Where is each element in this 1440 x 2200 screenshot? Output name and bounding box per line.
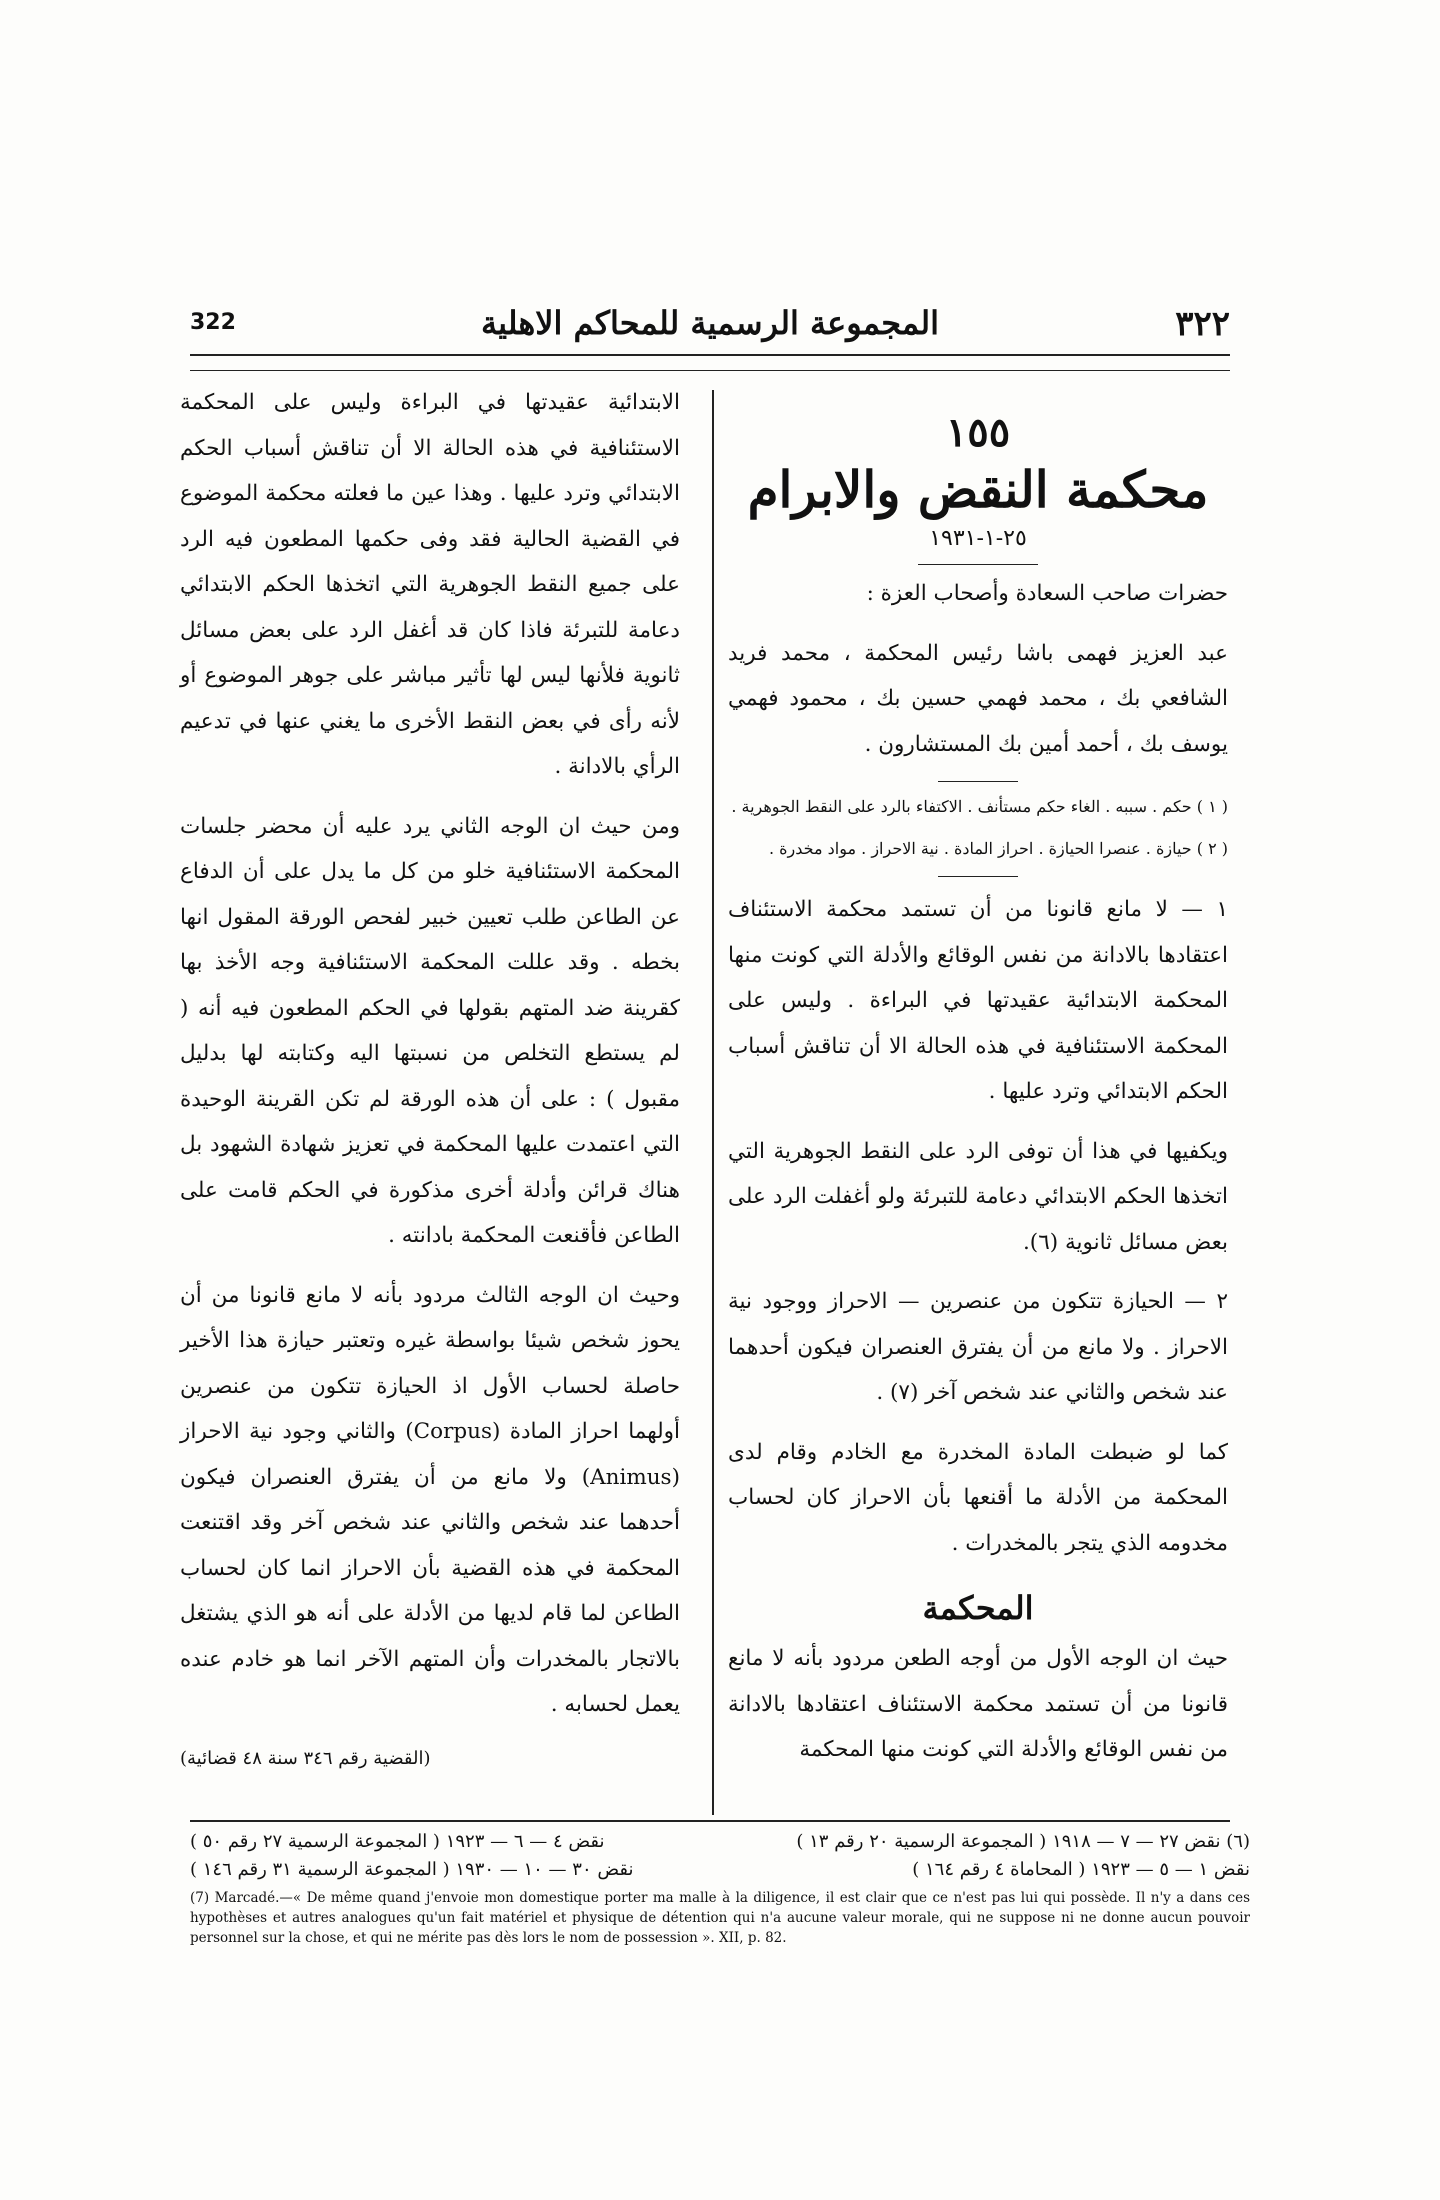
footnote-6c: نقض ١ — ٥ — ١٩٢٣ ( المحاماة ٤ رقم ١٦٤ ) [912,1859,1250,1880]
judges-list: عبد العزيز فهمى باشا رئيس المحكمة ، محمد فريد الشافعي بك ، محمد فهمي حسين بك ، محمود فهمي يوسف بك ، أحمد أمين بك المستشارون . [728,640,1228,757]
footnote-6d: نقض ٣٠ — ١٠ — ١٩٣٠ ( المجموعة الرسمية ٣١ رقم ١٤٦ ) [190,1859,634,1880]
footnote-6b: نقض ٤ — ٦ — ١٩٢٣ ( المجموعة الرسمية ٢٧ رقم ٥٠ ) [190,1831,605,1852]
reasoning-para-3: وحيث ان الوجه الثالث مردود بأنه لا مانع قانونا من أن يحوز شخص شيئا بواسطة غيره وتعتبر حيازة هذا الأخير حاصلة لحساب الأول اذ الحيازة تتكون من عنصرين أولهما احراز المادة (Corpus) والثاني وجود نية الاحراز (Animus) ولا مانع من أن يفترق العنصران فيكون أحدهما عند شخص والثاني عند شخص آخر وقد اقتنعت المحكمة في هذه القضية بأن الاحراز انما كان لحساب الطاعن لما قام لديها من الأدلة على أنه هو الذي يشتغل بالاتجار بالمخدرات وأن المتهم الآخر انما هو خادم عنده يعمل لحسابه . [180,1282,681,1717]
judges-intro: حضرات صاحب السعادة وأصحاب العزة : [866,581,1228,606]
page-number-arabic: ٣٢٢ [1175,304,1230,344]
reasoning-para-1: الابتدائية عقيدتها في البراءة وليس على المحكمة الاستئنافية في هذه الحالة الا أن تناقش أسباب الحكم الابتدائي وترد عليها . وهذا عين ما فعلته محكمة الموضوع في القضية الحالية فقد وفى حكمها المطعون فيه الرد على جميع النقط الجوهرية التي اتخذها الحكم الابتدائي دعامة للتبرئة فاذا كان قد أغفل الرد على بعض مسائل ثانوية فلأنها ليس لها تأثير مباشر على جوهر الموضوع أو لأنه رأى في بعض النقط الأخرى ما يغني عنها في تدعيم الرأي بالادانة . [180,390,680,779]
date-underline [918,564,1038,565]
separator-line [938,781,1018,782]
footnote-rule [190,1820,1230,1822]
page-number-latin: 322 [190,310,236,335]
page-header [190,304,1230,348]
header-rule-thin [190,370,1230,371]
footnote-row-2 [190,1856,1250,1884]
left-column [180,380,680,1776]
principle-2: ٢ — الحيازة تتكون من عنصرين — الاحراز ووجود نية الاحراز . ولا مانع من أن يفترق العنصران فيكون أحدهما عند شخص والثاني عند شخص آخر (٧) . [728,1289,1228,1405]
principle-1-cont: ويكفيها في هذا أن توفى الرد على النقط الجوهرية التي اتخذها الحكم الابتدائي دعامة للتبرئة ولو أغفلت الرد على بعض مسائل ثانوية (٦). [728,1138,1228,1255]
column-divider [712,390,714,1815]
reasoning-para-2: ومن حيث ان الوجه الثاني يرد عليه أن محضر جلسات المحكمة الاستئنافية خلو من كل ما يدل على أن الدفاع عن الطاعن طلب تعيين خبير لفحص الورقة المقول انها بخطه . وقد عللت المحكمة الاستئنافية وجه الأخذ بها كقرينة ضد المتهم بقولها في الحكم المطعون فيه أنه ( لم يستطع التخلص من نسبتها اليه وكتابته لها بدليل مقبول ) : على أن هذه الورقة لم تكن القرينة الوحيدة التي اعتمدت عليها المحكمة في تعزيز شهادة الشهود بل هناك قرائن وأدلة أخرى مذكورة في الحكم قامت على الطاعن فأقنعت المحكمة بادانته . [180,813,680,1248]
case-reference: (القضية رقم ٣٤٦ سنة ٤٨ قضائية) [180,1747,431,1769]
principle-2-example: كما لو ضبطت المادة المخدرة مع الخادم وقام لدى المحكمة من الأدلة ما أقنعها بأن الاحراز كان لحساب مخدومه الذي يتجر بالمخدرات . [728,1439,1228,1556]
court-name: محكمة النقض والابرام [747,460,1209,519]
principle-1: ١ — لا مانع قانونا من أن تستمد محكمة الاستئناف اعتقادها بالادانة من نفس الوقائع والأدلة التي كونت منها المحكمة الابتدائية عقيدتها في البراءة . وليس على المحكمة الاستئنافية في هذه الحالة الا أن تناقش أسباب الحكم الابتدائي وترد عليها . [728,897,1228,1104]
right-column [728,400,1228,1787]
section-heading: المحكمة [922,1589,1034,1627]
running-title: المجموعة الرسمية للمحاكم الاهلية [480,304,940,342]
summary-note-2: ( ٢ ) حيازة . عنصرا الحيازة . احراز المادة . نية الاحراز . مواد مخدرة . [769,839,1228,858]
separator-line-2 [938,876,1018,877]
footnote-7-french: (7) Marcadé.—« De même quand j'envoie mon domestique porter ma malle à la diligence, il est clair que ce n'est pas lui qui possède. Il n'y a dans ces hypothèses et autres analogues qu'un fait matériel et physique de détention qui n'a aucune valeur morale, qui ne suppose ni ne donne aucun pouvoir personnel sur la chose, et qui ne mérite pas dès lors le nom de possession ». XII, p. 82. [190,1890,1250,1946]
footnotes [190,1828,1250,1948]
header-rule [190,354,1230,356]
footnote-6a: (٦) نقض ٢٧ — ٧ — ١٩١٨ ( المجموعة الرسمية ٢٠ رقم ١٣ ) [796,1831,1250,1852]
footnote-row-1 [190,1828,1250,1856]
reasoning-start: حيث ان الوجه الأول من أوجه الطعن مردود بأنه لا مانع قانونا من أن تستمد محكمة الاستئناف اعتقادها بالادانة من نفس الوقائع والأدلة التي كونت منها المحكمة [728,1646,1228,1762]
judgment-date: ٢٥-١-١٩٣١ [929,526,1027,551]
summary-note-1: ( ١ ) حكم . سببه . الغاء حكم مستأنف . الاكتفاء بالرد على النقط الجوهرية . [731,797,1228,816]
case-number: ١٥٥ [945,409,1011,456]
